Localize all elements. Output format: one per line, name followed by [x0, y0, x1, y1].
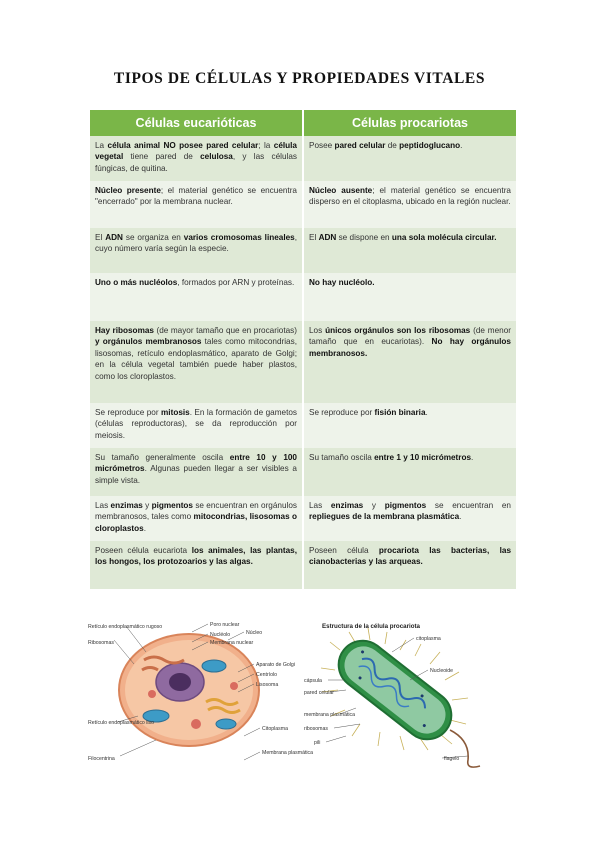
table-row: [90, 321, 516, 403]
text-segment: Se reproduce por: [95, 408, 162, 417]
text-segment: se encuentran en orgánulos membranosos, tales como: [95, 501, 297, 522]
text-segment: y: [142, 501, 152, 510]
bold-text: celulosa: [200, 152, 233, 162]
figure-label: Núcleo: [246, 630, 263, 636]
bold-text: entre 10 y 100 micrómetros: [95, 453, 297, 474]
text-segment: tales como mitocondrias, lisosomas, retículo endoplasmático, aparato de Golgi; en la célula vegetal también puede haber plastos, como los cloroplastos.: [95, 337, 297, 381]
prokaryotic-cell-text: [304, 273, 516, 321]
figure-label: Aparato de Golgi: [256, 662, 295, 668]
figure-label: Membrana nuclear: [210, 640, 254, 646]
text-segment: ; el material genético se encuentra disperso en el citoplasma, ubicado en la región nuclear.: [309, 186, 511, 207]
text-segment: La: [95, 141, 108, 150]
text-segment: .: [143, 523, 146, 533]
text-segment: ; la: [258, 141, 274, 150]
label-pointer-line: [334, 724, 360, 728]
text-segment: (de mayor tamaño que en procariotas): [153, 326, 297, 335]
prokaryotic-cell-text: [304, 403, 516, 448]
bold-text: pared celular: [334, 141, 386, 150]
bold-text: mitosis: [161, 408, 190, 417]
figure-label: Retículo endoplasmático rugoso: [88, 624, 163, 630]
text-segment: Las: [95, 501, 111, 510]
text-segment: de: [385, 141, 400, 150]
bold-text: pigmentos: [151, 501, 193, 510]
eukaryotic-cell-text: [90, 448, 302, 496]
eukaryotic-cell-text: [90, 321, 302, 403]
figure-label: pili: [314, 740, 321, 746]
figure-label: Filocentrina: [88, 756, 115, 762]
prokaryotic-cell-text: [304, 321, 516, 403]
table-row: [90, 496, 516, 541]
figure-label: Centríolo: [256, 672, 278, 678]
eukaryotic-cell-text: [90, 496, 302, 541]
text-segment: . Algunas pueden llegar a ser visibles a simple vista.: [95, 464, 297, 485]
text-segment: se encuentran en: [426, 501, 511, 510]
header-eukaryotic: Células eucarióticas: [90, 110, 302, 136]
bold-text: procariota las bacterias, las cianobacterias y las arqueas.: [309, 546, 512, 567]
prokaryotic-cell-text: [304, 496, 516, 541]
text-segment: El: [309, 233, 319, 242]
bold-text: célula vegetal: [95, 141, 297, 162]
text-segment: .: [460, 141, 463, 150]
bold-text: una sola molécula circular.: [391, 233, 497, 242]
text-segment: .: [471, 453, 474, 462]
comparison-table: [88, 110, 518, 589]
table-row: [90, 541, 516, 589]
eukaryotic-cell-text: [90, 273, 302, 321]
figure-label: ribosomas: [304, 726, 328, 732]
eukaryotic-cell-text: [90, 541, 302, 589]
figure-label: Lisosoma: [256, 682, 279, 688]
table-row: [90, 228, 516, 273]
figure-label: Citoplasma: [262, 726, 288, 732]
figure-label: pared celular: [304, 690, 334, 696]
bold-text: No hay orgánulos membranosos.: [309, 337, 511, 358]
table-row: [90, 403, 516, 448]
prokaryote-figure-title: Estructura de la célula procariota: [322, 623, 421, 630]
bold-text: únicos orgánulos son los ribosomas: [325, 326, 471, 335]
bold-text: célula animal NO posee pared celular: [107, 141, 259, 150]
label-pointer-line: [120, 740, 156, 756]
bold-text: fisión binaria: [374, 408, 426, 417]
header-prokaryotic: Células procariotas: [304, 110, 516, 136]
text-segment: . En la formación de gametos (células reproductoras), se da reproducción por meiosis.: [95, 408, 297, 440]
prokaryotic-cell-text: [304, 136, 516, 181]
bold-text: ADN: [105, 233, 123, 242]
bold-text: mitocondrias, lisosomas o cloroplastos: [95, 512, 297, 533]
prokaryotic-cell-text: [304, 181, 516, 228]
bold-text: varios cromosomas lineales: [183, 233, 295, 242]
text-segment: se organiza en: [122, 233, 184, 242]
prokaryotic-cell-text: [304, 541, 516, 589]
table-row: [90, 448, 516, 496]
eukaryotic-cell-text: [90, 136, 302, 181]
figure-label: Membrana plasmática: [262, 750, 314, 756]
page-title: TIPOS DE CÉLULAS Y PROPIEDADES VITALES: [113, 70, 486, 87]
text-segment: , formados por ARN y proteínas.: [177, 278, 295, 287]
bold-text: Núcleo ausente: [309, 186, 373, 195]
prokaryotic-cell-text: [304, 228, 516, 273]
label-pointer-line: [244, 752, 260, 760]
table-body: [90, 136, 516, 589]
figure-label: Ribosomas: [88, 640, 114, 646]
bold-text: enzimas: [330, 501, 364, 510]
text-segment: Las: [309, 501, 331, 510]
label-pointer-line: [228, 632, 244, 640]
bold-text: Uno o más nucléolos: [95, 278, 178, 287]
text-segment: Se reproduce por: [309, 408, 375, 417]
bold-text: los animales, las plantas, los hongos, los protozoarios y las algas.: [95, 546, 297, 567]
bold-text: Núcleo presente: [95, 186, 161, 195]
text-segment: tiene pared de: [123, 152, 201, 162]
eukaryotic-cell-text: [90, 181, 302, 228]
label-pointer-line: [392, 638, 414, 652]
bold-text: entre 1 y 10 micrómetros: [374, 453, 472, 462]
figure-label: flagelo: [444, 756, 460, 762]
text-segment: El: [95, 233, 106, 242]
text-segment: Poseen célula eucariota: [95, 546, 192, 555]
text-segment: Poseen célula: [309, 546, 379, 555]
bold-text: y orgánulos membranosos: [95, 337, 202, 347]
figure-label: membrana plasmática: [304, 712, 356, 718]
text-segment: ; el material genético se encuentra "encerrado" por la membrana nuclear.: [95, 186, 297, 207]
figure-label: Nucleoide: [430, 668, 454, 674]
text-segment: Su tamaño oscila: [309, 453, 375, 462]
table-row: [90, 273, 516, 321]
figure-label: Poro nuclear: [210, 622, 240, 628]
bold-text: No hay nucléolo.: [309, 278, 375, 287]
text-segment: y: [363, 501, 385, 510]
eukaryotic-cell-text: [90, 403, 302, 448]
table-row: [90, 136, 516, 181]
bold-text: peptidoglucano: [399, 141, 461, 150]
bold-text: Hay ribosomas: [95, 326, 154, 335]
text-segment: .: [459, 512, 462, 522]
text-segment: , cuyo número varía según la especie.: [95, 233, 297, 254]
label-pointer-line: [192, 624, 208, 632]
label-pointer-line: [326, 736, 346, 742]
bold-text: repliegues de la membrana plasmática: [309, 512, 460, 522]
text-segment: (de menor tamaño que en eucariotas).: [309, 326, 511, 347]
figure-label: Retículo endoplasmático liso: [88, 720, 155, 726]
prokaryotic-cell-text: [304, 448, 516, 496]
figure-label: citoplasma: [416, 636, 441, 642]
text-segment: Su tamaño generalmente oscila: [95, 453, 230, 462]
prokaryotic-cell-figure: [300, 620, 520, 768]
figure-label: Nucléolo: [210, 632, 231, 638]
eukaryotic-cell-text: [90, 228, 302, 273]
figure-label: cápsula: [304, 678, 322, 684]
text-segment: , y las células fúngicas, de quitina.: [95, 152, 297, 173]
bold-text: enzimas: [110, 501, 143, 510]
label-pointer-line: [244, 728, 260, 736]
text-segment: Posee: [309, 141, 335, 150]
text-segment: .: [425, 408, 428, 417]
label-pointer-line: [114, 640, 134, 664]
bold-text: ADN: [318, 233, 337, 242]
text-segment: se dispone en: [336, 233, 392, 242]
text-segment: Los: [309, 326, 326, 335]
table-row: [90, 181, 516, 228]
bold-text: pigmentos: [384, 501, 427, 510]
